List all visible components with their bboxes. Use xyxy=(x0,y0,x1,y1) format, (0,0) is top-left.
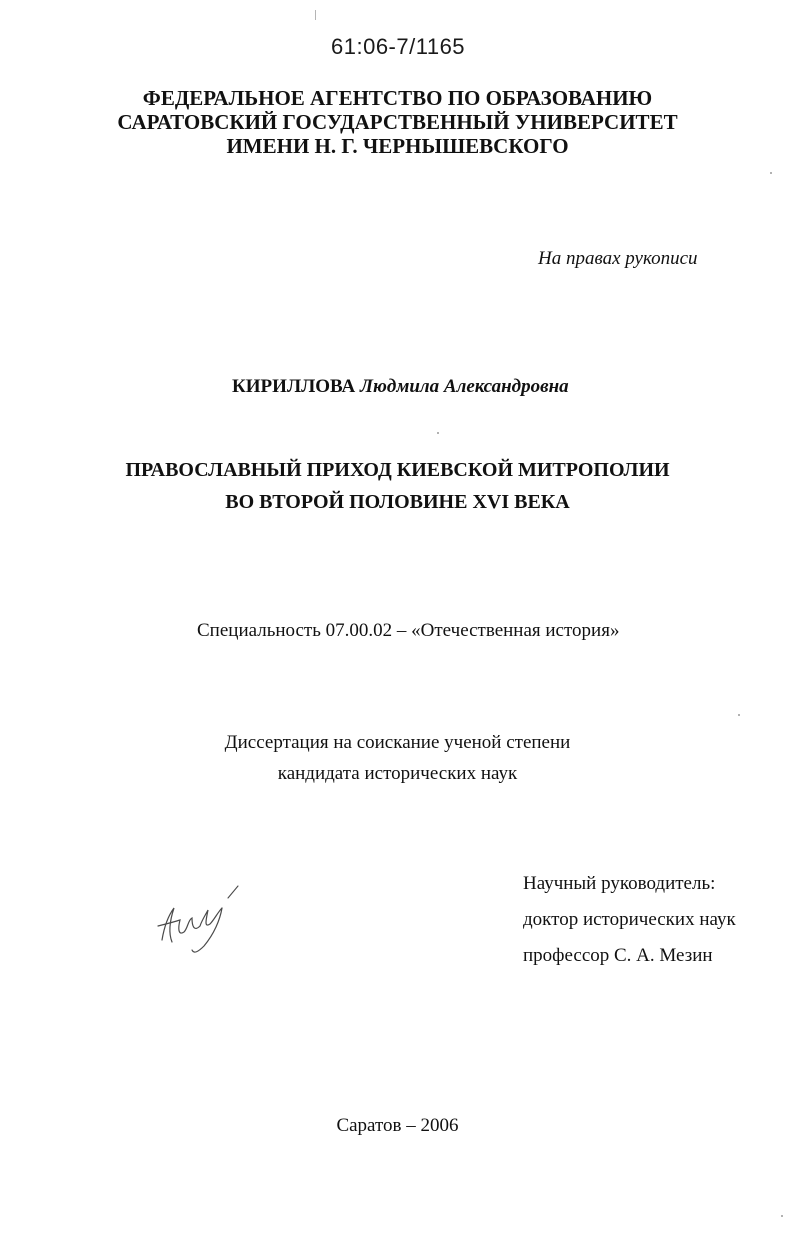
scan-artifact xyxy=(770,172,772,174)
place-and-year: Саратов – 2006 xyxy=(336,1115,459,1136)
supervisor-line: профессор С. А. Мезин xyxy=(523,945,713,966)
supervisor-line: Научный руководитель: xyxy=(523,873,716,894)
degree-statement xyxy=(0,727,795,789)
title-line: ПРАВОСЛАВНЫЙ ПРИХОД КИЕВСКОЙ МИТРОПОЛИИ xyxy=(125,459,670,481)
catalog-number: 61:06-7/1165 xyxy=(331,34,466,59)
author-surname: КИРИЛЛОВА xyxy=(232,376,356,397)
manuscript-rights-note: На правах рукописи xyxy=(538,248,698,269)
author-given-names: Людмила Александровна xyxy=(359,376,569,397)
degree-line: кандидата исторических наук xyxy=(277,763,518,784)
signature-stroke xyxy=(228,886,238,898)
institution-line: ИМЕНИ Н. Г. ЧЕРНЫШЕВСКОГО xyxy=(226,134,569,158)
institution-line: САРАТОВСКИЙ ГОСУДАРСТВЕННЫЙ УНИВЕРСИТЕТ xyxy=(117,110,678,134)
supervisor-line: доктор исторических наук xyxy=(523,909,736,930)
handwritten-signature xyxy=(148,880,248,960)
supervisor-block xyxy=(523,866,736,974)
institution-header xyxy=(0,86,795,158)
degree-line: Диссертация на соискание ученой степени xyxy=(224,732,571,753)
author xyxy=(232,376,569,398)
scan-artifact xyxy=(738,714,740,716)
scan-artifact xyxy=(781,1215,783,1217)
institution-line: ФЕДЕРАЛЬНОЕ АГЕНТСТВО ПО ОБРАЗОВАНИЮ xyxy=(142,86,653,110)
title-line: ВО ВТОРОЙ ПОЛОВИНЕ XVI ВЕКА xyxy=(225,491,570,513)
dissertation-title xyxy=(0,454,795,518)
scan-artifact xyxy=(437,432,439,434)
specialty: Специальность 07.00.02 – «Отечественная история» xyxy=(197,620,620,641)
scan-artifact xyxy=(315,10,316,20)
